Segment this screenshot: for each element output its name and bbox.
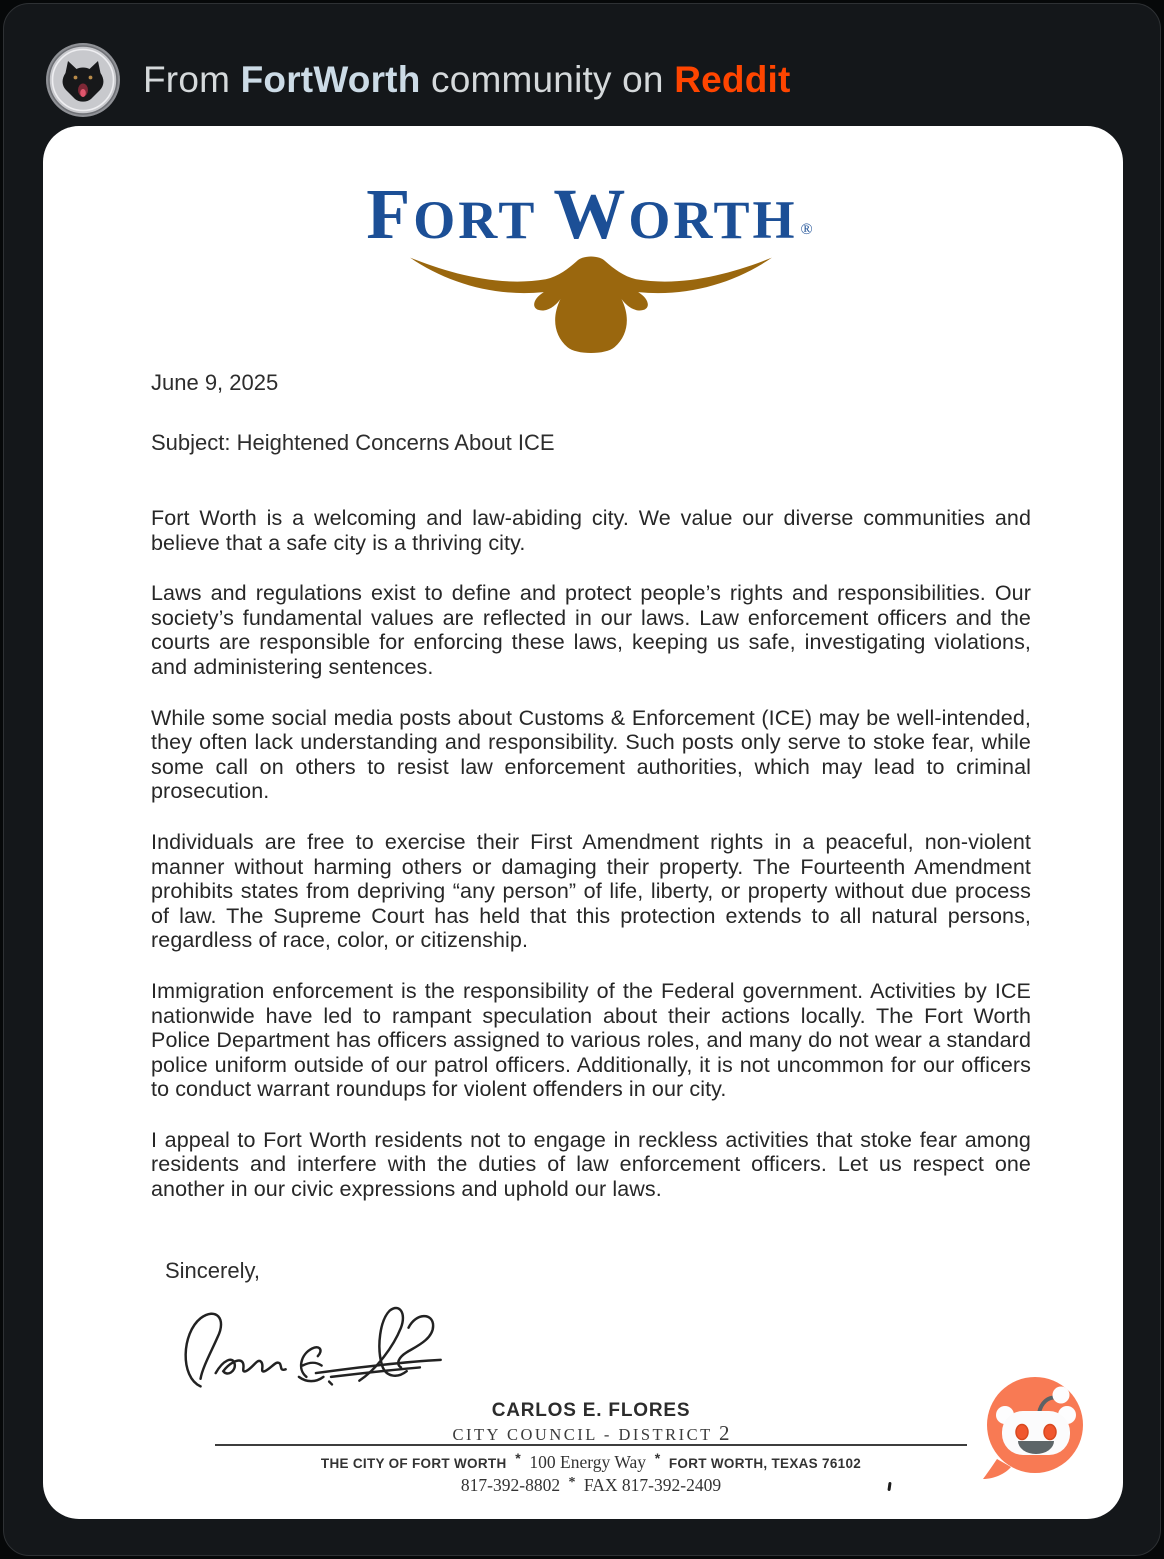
footer-address [151, 1450, 1031, 1473]
registered-trademark-symbol: ® [800, 221, 816, 238]
letter-card [43, 126, 1123, 1519]
address-org: THE CITY OF FORT WORTH [320, 1455, 507, 1471]
logo-letters: ORT [413, 190, 538, 250]
letter-paragraph: I appeal to Fort Worth residents not to engage in reckless activities that stoke fear among residents and interfere with the duties of law enforcement officers. Let us respect one another in our civic expressions and uphold our laws. [151, 1127, 1031, 1202]
logo-letters: ORTH [628, 190, 798, 250]
reddit-brand-name[interactable]: Reddit [674, 59, 791, 100]
longhorn-steer-icon [405, 238, 777, 356]
separator-star: * [568, 1474, 576, 1490]
letter-paragraph: While some social media posts about Customs & Enforcement (ICE) may be well-intended, they often lack understanding and responsibility. Such posts only serve to stoke fear, while some call on others to resist law enforcement authorities, which may lead to criminal prosecution. [151, 705, 1031, 804]
address-city: FORT WORTH, TEXAS 76102 [668, 1455, 862, 1471]
letter-paragraph: Individuals are free to exercise their First Amendment rights in a peaceful, non-violent manner without harming others or damaging their property. The Fourteenth Amendment prohibits states from depriving “any person” of life, liberty, or property without due process of law. The Supreme Court has held that this protection extends to all natural persons, regardless of race, color, or citizenship. [151, 829, 1031, 953]
handwritten-signature [169, 1288, 459, 1392]
address-street: 100 Energy Way [529, 1451, 646, 1472]
letter-paragraph: Immigration enforcement is the responsibility of the Federal government. Activities by ICE nationwide have led to rampant speculation about their actions locally. The Fort Worth Police Department has officers assigned to various roles, and many do not wear a standard police uniform outside of our patrol officers. Additionally, it is not uncommon for our officers to conduct warrant roundups for violent offenders in our city. [151, 978, 1031, 1102]
letter-paragraph: Fort Worth is a welcoming and law-abiding city. We value our diverse communities and believe that a safe city is a thriving city. [151, 506, 1031, 555]
district-number: 2 [719, 1420, 730, 1445]
letter-subject: Subject: Heightened Concerns About ICE [151, 430, 555, 455]
signer-title [215, 1420, 967, 1446]
share-header [4, 4, 1160, 122]
share-card-frame [3, 3, 1161, 1556]
logo-letter: F [366, 174, 414, 254]
letter-footer [151, 1400, 1031, 1496]
fort-worth-logo [151, 174, 1031, 356]
letter-closing: Sincerely, [165, 1257, 260, 1283]
separator-star: * [515, 1449, 521, 1466]
signer-name: CARLOS E. FLORES [491, 1399, 691, 1421]
footer-phone [151, 1475, 1031, 1496]
fort-worth-logo-text [151, 174, 1031, 254]
letter-date: June 9, 2025 [151, 370, 279, 395]
share-title [143, 59, 791, 101]
community-name[interactable]: FortWorth [240, 59, 421, 100]
reddit-snoo-logo-icon[interactable] [981, 1375, 1085, 1483]
separator-star: * [654, 1449, 661, 1466]
phone-number: 817-392-8802 [460, 1474, 561, 1495]
letter-paragraph: Laws and regulations exist to define and protect people’s rights and responsibilities. Our society’s fundamental values are reflected in our laws. Law enforcement officers and the courts are responsible for enforcing these laws, keeping us safe, investigating violations, and administering sentences. [151, 581, 1031, 679]
council-title: CITY COUNCIL - DISTRICT [452, 1424, 713, 1444]
letter-body [151, 506, 1031, 1202]
share-title-middle: community on [431, 59, 664, 100]
community-avatar-panther-icon[interactable] [45, 42, 121, 118]
share-title-prefix: From [143, 59, 231, 100]
fax-number: FAX 817-392-2409 [583, 1474, 722, 1495]
logo-letter: W [553, 174, 629, 254]
